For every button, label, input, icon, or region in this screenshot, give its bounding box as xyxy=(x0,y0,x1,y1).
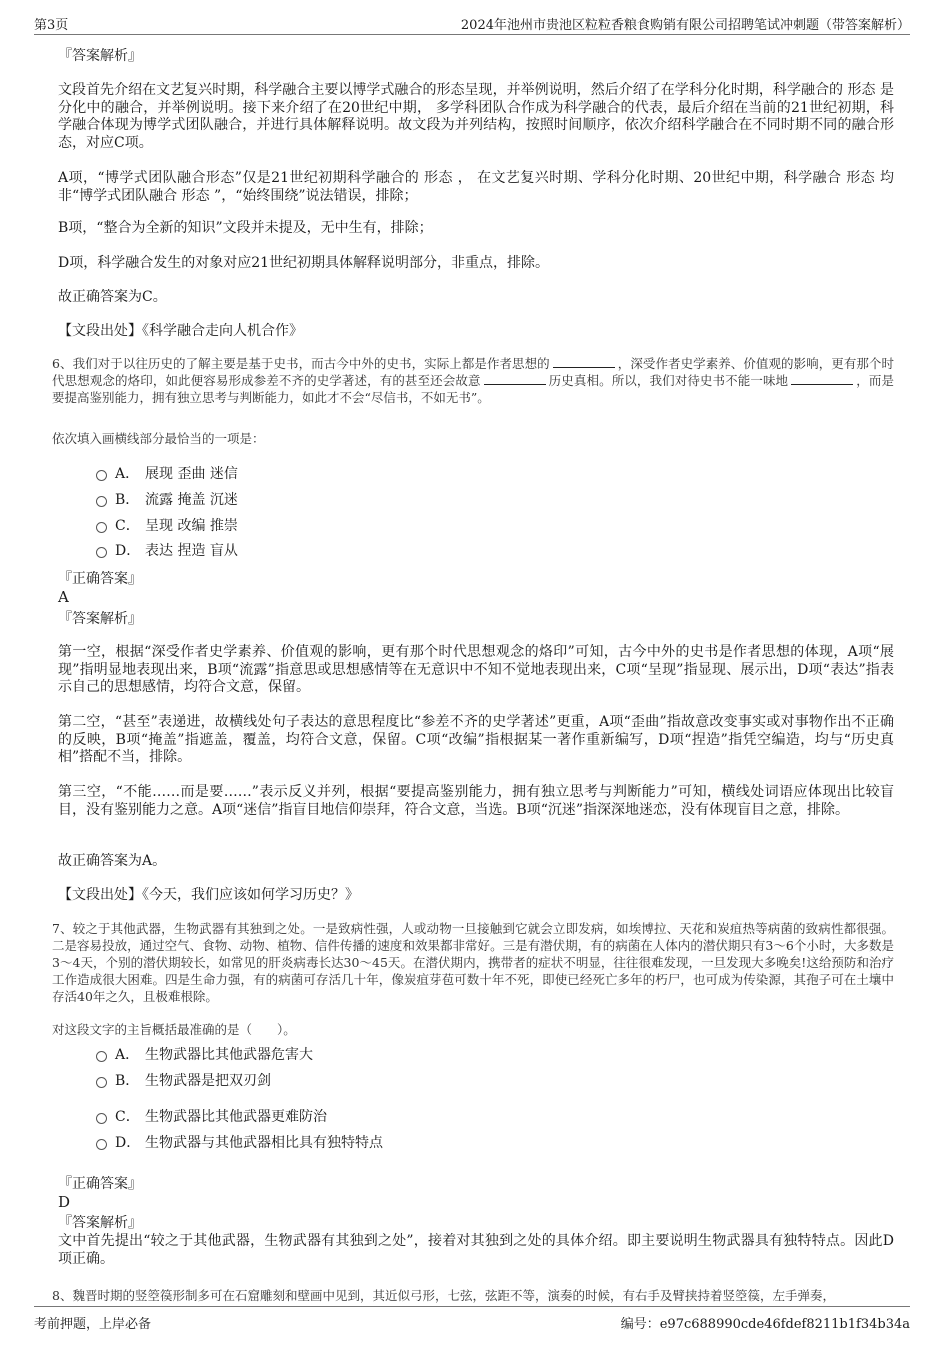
q6-source: 【文段出处】《今天，我们应该如何学习历史？》 xyxy=(58,887,359,903)
q6-correct-label: 『正确答案』 xyxy=(58,571,142,587)
blank-2 xyxy=(484,372,546,385)
q6-option-d[interactable]: D． 表达 捏造 盲从 xyxy=(96,541,238,559)
q6-analysis-p1: 第一空，根据“深受作者史学素养、价值观的影响，更有那个时代思想观念的烙印”可知，古今中外的史书是作者思想的体现，A项“展现”指明显地表现出来，B项“流露”指意思或思想感情等在无意识中不知不觉地表现出来，C项“呈现”指显现、展示出，D项“表达”指表示自己的思想感情，均符合文意，保留。 xyxy=(58,644,894,695)
q7-option-d[interactable]: D． 生物武器与其他武器相比具有独特特点 xyxy=(96,1133,383,1151)
blank-3 xyxy=(791,372,853,385)
q5-analysis-p3: B项，“整合为全新的知识”文段并未提及，无中生有，排除； xyxy=(58,220,433,236)
page-footer xyxy=(34,1306,910,1331)
q5-analysis-label: 『答案解析』 xyxy=(58,48,142,64)
q6-option-a[interactable]: A． 展现 歪曲 迷信 xyxy=(96,464,238,482)
q7-correct-label: 『正确答案』 xyxy=(58,1176,142,1192)
radio-icon[interactable] xyxy=(96,1051,107,1062)
q6-stem: 6、我们对于以往历史的了解主要是基于史书，而古今中外的史书，实际上都是作者思想的 ，深受作者史学素养、价值观的影响，更有那个时代思想观念的烙印，如此便容易形成参差不齐的史学著述，有的甚至还会故意 历史真相。所以，我们对待史书不能一味地 ，而是要提高鉴别能力，拥有独立思考与判断能力，如此才不会“尽信书，不如无书”。 xyxy=(52,356,894,405)
q7-option-a[interactable]: A． 生物武器比其他武器危害大 xyxy=(96,1045,313,1063)
q6-answer: A xyxy=(58,588,69,606)
q6-analysis-label: 『答案解析』 xyxy=(58,611,142,627)
page-header xyxy=(34,12,910,35)
q7-prompt: 对这段文字的主旨概括最准确的是（ ）。 xyxy=(52,1022,296,1037)
q5-analysis-p1: 文段首先介绍在文艺复兴时期，科学融合主要以博学式融合的形态呈现，并举例说明，然后介绍了在学科分化时期，科学融合的 形态 是分化中的融合，并举例说明。接下来介绍了在20世纪中期， 多学科团队合作成为科学融合的代表，最后介绍在当前的21世纪初期，科学融合体现为博学式团队融合，并进行具体解释说明。故文段为并列结构，按照时间顺序，依次介绍科学融合在不同时期不同的融合形态，对应C项。 xyxy=(58,82,894,151)
radio-icon[interactable] xyxy=(96,496,107,507)
q6-prompt: 依次填入画横线部分最恰当的一项是： xyxy=(52,431,265,446)
q5-source: 【文段出处】《科学融合走向人机合作》 xyxy=(58,323,303,339)
page-number: 第3页 xyxy=(34,18,69,33)
q7-answer: D xyxy=(58,1193,71,1211)
radio-icon[interactable] xyxy=(96,470,107,481)
q7-option-c[interactable]: C． 生物武器比其他武器更难防治 xyxy=(96,1107,327,1125)
q5-analysis-p4: D项，科学融合发生的对象对应21世纪初期具体解释说明部分，非重点，排除。 xyxy=(58,255,550,271)
q6-analysis-p3: 第三空，“不能……而是要……”表示反义并列，根据“要提高鉴别能力，拥有独立思考与判断能力”可知，横线处词语应体现出比较盲目，没有鉴别能力之意。A项“迷信”指盲目地信仰崇拜，符合文意，当选。B项“沉迷”指深深地迷恋，没有体现盲目之意，排除。 xyxy=(58,784,894,818)
q6-answer-line: 故正确答案为A。 xyxy=(58,853,167,869)
q5-analysis-p2: A项，“博学式团队融合形态”仅是21世纪初期科学融合的 形态 ， 在文艺复兴时期、学科分化时期、20世纪中期，科学融合 形态 均非“博学式团队融合 形态 ”，“始终围绕”说法错误，排除； xyxy=(58,170,894,204)
q6-option-c[interactable]: C． 呈现 改编 推崇 xyxy=(96,516,238,534)
radio-icon[interactable] xyxy=(96,1077,107,1088)
q6-option-b[interactable]: B． 流露 掩盖 沉迷 xyxy=(96,490,238,508)
radio-icon[interactable] xyxy=(96,1139,107,1150)
radio-icon[interactable] xyxy=(96,547,107,558)
document-title: 2024年池州市贵池区粒粒香粮食购销有限公司招聘笔试冲刺题（带答案解析） xyxy=(460,18,910,33)
radio-icon[interactable] xyxy=(96,522,107,533)
blank-1 xyxy=(553,355,615,368)
q7-option-b[interactable]: B． 生物武器是把双刃剑 xyxy=(96,1071,271,1089)
q7-analysis-label: 『答案解析』 xyxy=(58,1215,142,1231)
q6-analysis-p2: 第二空，“甚至”表递进，故横线处句子表达的意思程度比“参差不齐的史学著述”更重，A项“歪曲”指故意改变事实或对事物作出不正确的反映，B项“掩盖”指遮盖，覆盖，均符合文意，保留。C项“改编”指根据某一著作重新编写，D项“捏造”指凭空编造，均与“历史真相”搭配不当，排除。 xyxy=(58,714,894,765)
q7-stem: 7、较之于其他武器，生物武器有其独到之处。一是致病性强，人或动物一旦接触到它就会立即发病，如埃博拉、天花和炭疽热等病菌的致病性都很强。二是容易投放，通过空气、食物、动物、植物、信件传播的速度和效果都非常好。三是有潜伏期，有的病菌在人体内的潜伏期只有3～6个小时，大多数是3～4天，个别的潜伏期较长，如常见的肝炎病毒长达30～45天。在潜伏期内，携带者的症状不明显，往往很难发现，一旦发现大多晚矣!这给预防和治疗工作造成很大困难。四是生命力强，有的病菌可存活几十年，像炭疽芽苞可数十年不死，即使已经死亡多年的朽尸，也可成为传染源，其孢子可在土壤中存活40年之久，且极难根除。 xyxy=(52,921,894,1004)
radio-icon[interactable] xyxy=(96,1113,107,1124)
q7-analysis-p1: 文中首先提出“较之于其他武器，生物武器有其独到之处”，接着对其独到之处的具体介绍。即主要说明生物武器具有独特特点。因此D项正确。 xyxy=(58,1233,894,1267)
footer-doc-id: 编号：e97c688990cde46fdef8211b1f34b34a xyxy=(620,1317,910,1332)
q8-stem-partial: 8、魏晋时期的竖箜篌形制多可在石窟雕刻和壁画中见到，其近似弓形，七弦，弦距不等，演奏的时候，有右手及臂挟持着竖箜篌，左手弹奏， xyxy=(52,1288,835,1303)
footer-slogan: 考前押题，上岸必备 xyxy=(34,1317,152,1332)
q5-answer-line: 故正确答案为C。 xyxy=(58,289,167,305)
